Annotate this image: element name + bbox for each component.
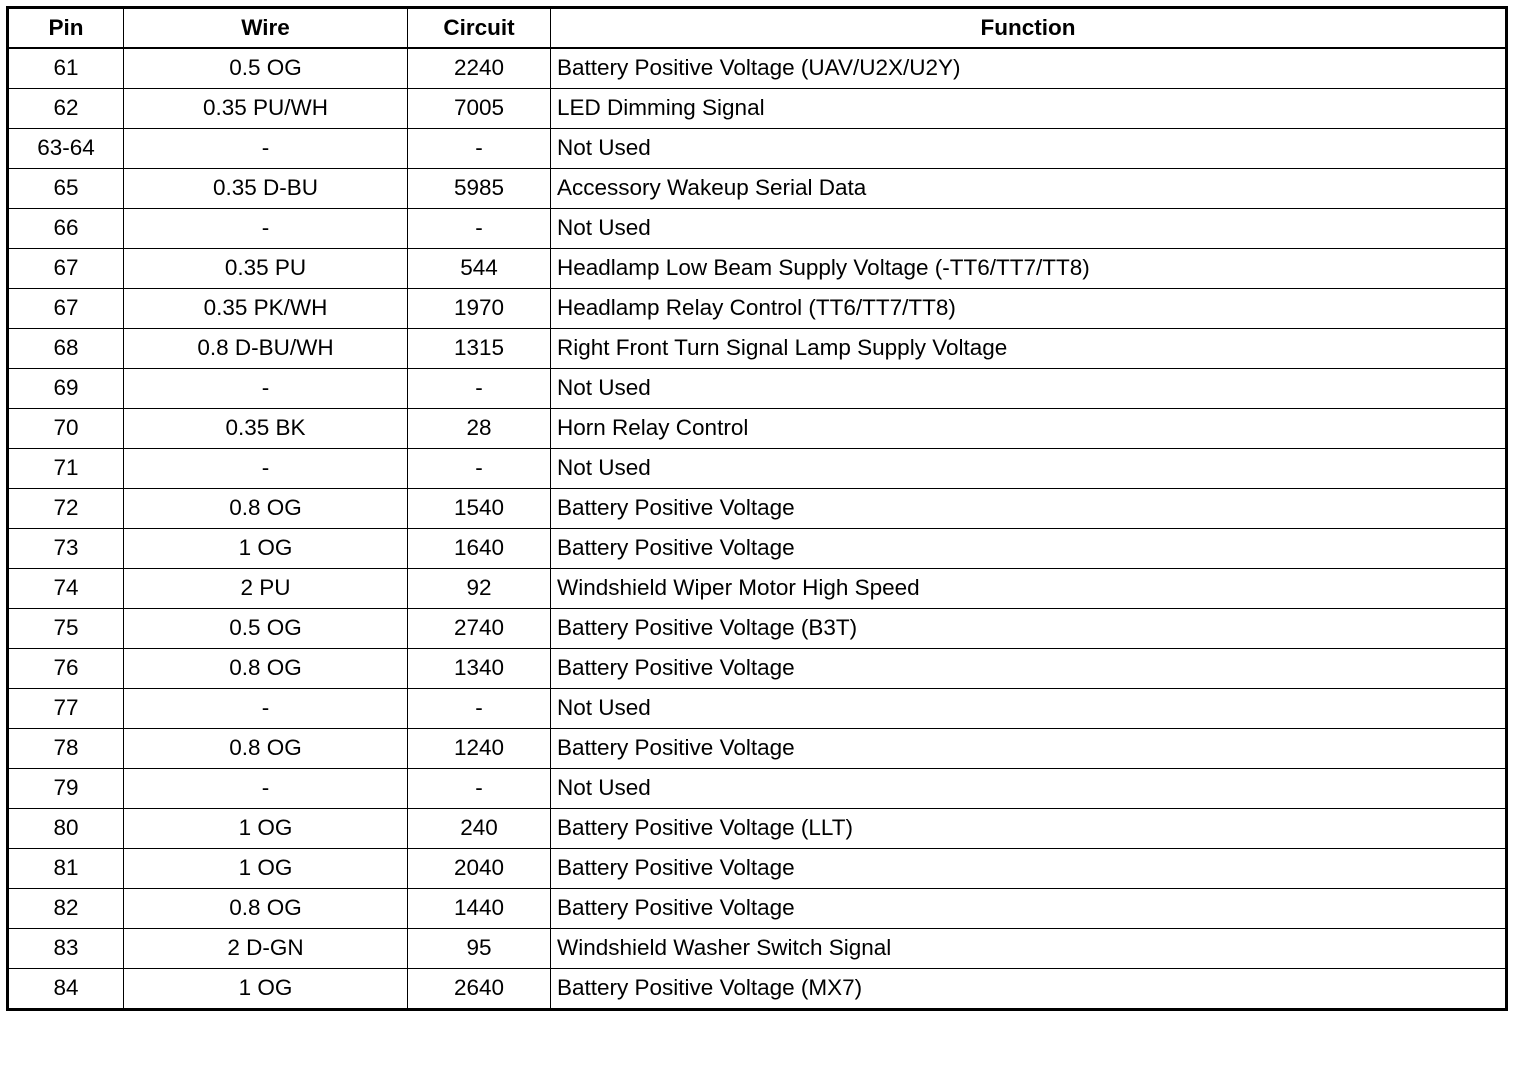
table-row: [8, 649, 1507, 689]
table-header: [8, 8, 1507, 49]
cell-circuit: 2040: [408, 849, 551, 889]
cell-pin: 75: [8, 609, 124, 649]
cell-pin: 67: [8, 289, 124, 329]
cell-wire: -: [124, 449, 408, 489]
cell-circuit: 2740: [408, 609, 551, 649]
cell-circuit: 2240: [408, 48, 551, 89]
cell-function: Not Used: [551, 209, 1507, 249]
cell-circuit: -: [408, 369, 551, 409]
cell-pin: 62: [8, 89, 124, 129]
cell-circuit: -: [408, 449, 551, 489]
connector-pinout-table: [6, 6, 1508, 1011]
cell-wire: 0.35 PU: [124, 249, 408, 289]
cell-pin: 65: [8, 169, 124, 209]
cell-circuit: 95: [408, 929, 551, 969]
cell-circuit: 1340: [408, 649, 551, 689]
cell-function: Not Used: [551, 689, 1507, 729]
cell-function: Right Front Turn Signal Lamp Supply Voltage: [551, 329, 1507, 369]
cell-pin: 72: [8, 489, 124, 529]
cell-wire: -: [124, 769, 408, 809]
cell-circuit: 7005: [408, 89, 551, 129]
cell-pin: 68: [8, 329, 124, 369]
cell-circuit: -: [408, 689, 551, 729]
cell-function: Not Used: [551, 369, 1507, 409]
cell-wire: 0.5 OG: [124, 48, 408, 89]
table-row: [8, 729, 1507, 769]
table-row: [8, 329, 1507, 369]
cell-wire: 1 OG: [124, 809, 408, 849]
table-row: [8, 249, 1507, 289]
table-row: [8, 889, 1507, 929]
cell-circuit: 92: [408, 569, 551, 609]
cell-function: Battery Positive Voltage (UAV/U2X/U2Y): [551, 48, 1507, 89]
cell-circuit: 544: [408, 249, 551, 289]
cell-circuit: 2640: [408, 969, 551, 1010]
table-row: [8, 129, 1507, 169]
cell-circuit: -: [408, 129, 551, 169]
cell-pin: 78: [8, 729, 124, 769]
cell-circuit: 1640: [408, 529, 551, 569]
cell-wire: 1 OG: [124, 969, 408, 1010]
cell-pin: 67: [8, 249, 124, 289]
cell-circuit: 1315: [408, 329, 551, 369]
table-row: [8, 689, 1507, 729]
cell-function: Battery Positive Voltage: [551, 889, 1507, 929]
table-row: [8, 489, 1507, 529]
cell-function: Not Used: [551, 769, 1507, 809]
cell-wire: 2 D-GN: [124, 929, 408, 969]
cell-function: LED Dimming Signal: [551, 89, 1507, 129]
cell-circuit: 1970: [408, 289, 551, 329]
cell-circuit: -: [408, 769, 551, 809]
header-wire: Wire: [124, 8, 408, 49]
cell-pin: 69: [8, 369, 124, 409]
table-row: [8, 449, 1507, 489]
table-row: [8, 849, 1507, 889]
cell-pin: 84: [8, 969, 124, 1010]
cell-function: Battery Positive Voltage: [551, 729, 1507, 769]
cell-pin: 82: [8, 889, 124, 929]
cell-circuit: 28: [408, 409, 551, 449]
cell-wire: 0.35 PK/WH: [124, 289, 408, 329]
table-row: [8, 369, 1507, 409]
cell-wire: 0.35 PU/WH: [124, 89, 408, 129]
cell-pin: 83: [8, 929, 124, 969]
cell-circuit: 1440: [408, 889, 551, 929]
cell-function: Accessory Wakeup Serial Data: [551, 169, 1507, 209]
cell-pin: 79: [8, 769, 124, 809]
header-row: [8, 8, 1507, 49]
cell-circuit: -: [408, 209, 551, 249]
cell-wire: 0.8 OG: [124, 649, 408, 689]
cell-function: Horn Relay Control: [551, 409, 1507, 449]
cell-function: Battery Positive Voltage: [551, 849, 1507, 889]
cell-function: Windshield Wiper Motor High Speed: [551, 569, 1507, 609]
cell-function: Battery Positive Voltage: [551, 649, 1507, 689]
table-row: [8, 529, 1507, 569]
cell-wire: 0.8 OG: [124, 889, 408, 929]
cell-pin: 66: [8, 209, 124, 249]
cell-function: Not Used: [551, 449, 1507, 489]
cell-wire: 0.8 OG: [124, 489, 408, 529]
cell-wire: 2 PU: [124, 569, 408, 609]
cell-wire: -: [124, 129, 408, 169]
cell-function: Battery Positive Voltage (B3T): [551, 609, 1507, 649]
header-circuit: Circuit: [408, 8, 551, 49]
cell-pin: 76: [8, 649, 124, 689]
cell-circuit: 1240: [408, 729, 551, 769]
cell-pin: 61: [8, 48, 124, 89]
table-row: [8, 409, 1507, 449]
cell-pin: 73: [8, 529, 124, 569]
cell-function: Windshield Washer Switch Signal: [551, 929, 1507, 969]
cell-function: Headlamp Low Beam Supply Voltage (-TT6/TT7/TT8): [551, 249, 1507, 289]
table-row: [8, 569, 1507, 609]
cell-wire: 0.35 D-BU: [124, 169, 408, 209]
cell-circuit: 1540: [408, 489, 551, 529]
table-row: [8, 809, 1507, 849]
cell-pin: 74: [8, 569, 124, 609]
table-row: [8, 289, 1507, 329]
cell-wire: 0.8 OG: [124, 729, 408, 769]
table-row: [8, 89, 1507, 129]
cell-function: Battery Positive Voltage (LLT): [551, 809, 1507, 849]
cell-pin: 80: [8, 809, 124, 849]
cell-wire: -: [124, 209, 408, 249]
cell-pin: 70: [8, 409, 124, 449]
header-function: Function: [551, 8, 1507, 49]
cell-wire: -: [124, 689, 408, 729]
table-row: [8, 169, 1507, 209]
table-row: [8, 609, 1507, 649]
cell-pin: 63-64: [8, 129, 124, 169]
cell-wire: 1 OG: [124, 849, 408, 889]
cell-wire: 0.35 BK: [124, 409, 408, 449]
header-pin: Pin: [8, 8, 124, 49]
cell-wire: 1 OG: [124, 529, 408, 569]
cell-circuit: 240: [408, 809, 551, 849]
cell-pin: 77: [8, 689, 124, 729]
table-row: [8, 209, 1507, 249]
table-row: [8, 969, 1507, 1010]
cell-function: Not Used: [551, 129, 1507, 169]
cell-function: Headlamp Relay Control (TT6/TT7/TT8): [551, 289, 1507, 329]
table-body: [8, 48, 1507, 1010]
cell-wire: 0.8 D-BU/WH: [124, 329, 408, 369]
cell-function: Battery Positive Voltage: [551, 489, 1507, 529]
cell-wire: 0.5 OG: [124, 609, 408, 649]
table-row: [8, 929, 1507, 969]
cell-circuit: 5985: [408, 169, 551, 209]
cell-function: Battery Positive Voltage: [551, 529, 1507, 569]
cell-pin: 71: [8, 449, 124, 489]
table-row: [8, 769, 1507, 809]
cell-pin: 81: [8, 849, 124, 889]
table-row: [8, 48, 1507, 89]
cell-function: Battery Positive Voltage (MX7): [551, 969, 1507, 1010]
cell-wire: -: [124, 369, 408, 409]
